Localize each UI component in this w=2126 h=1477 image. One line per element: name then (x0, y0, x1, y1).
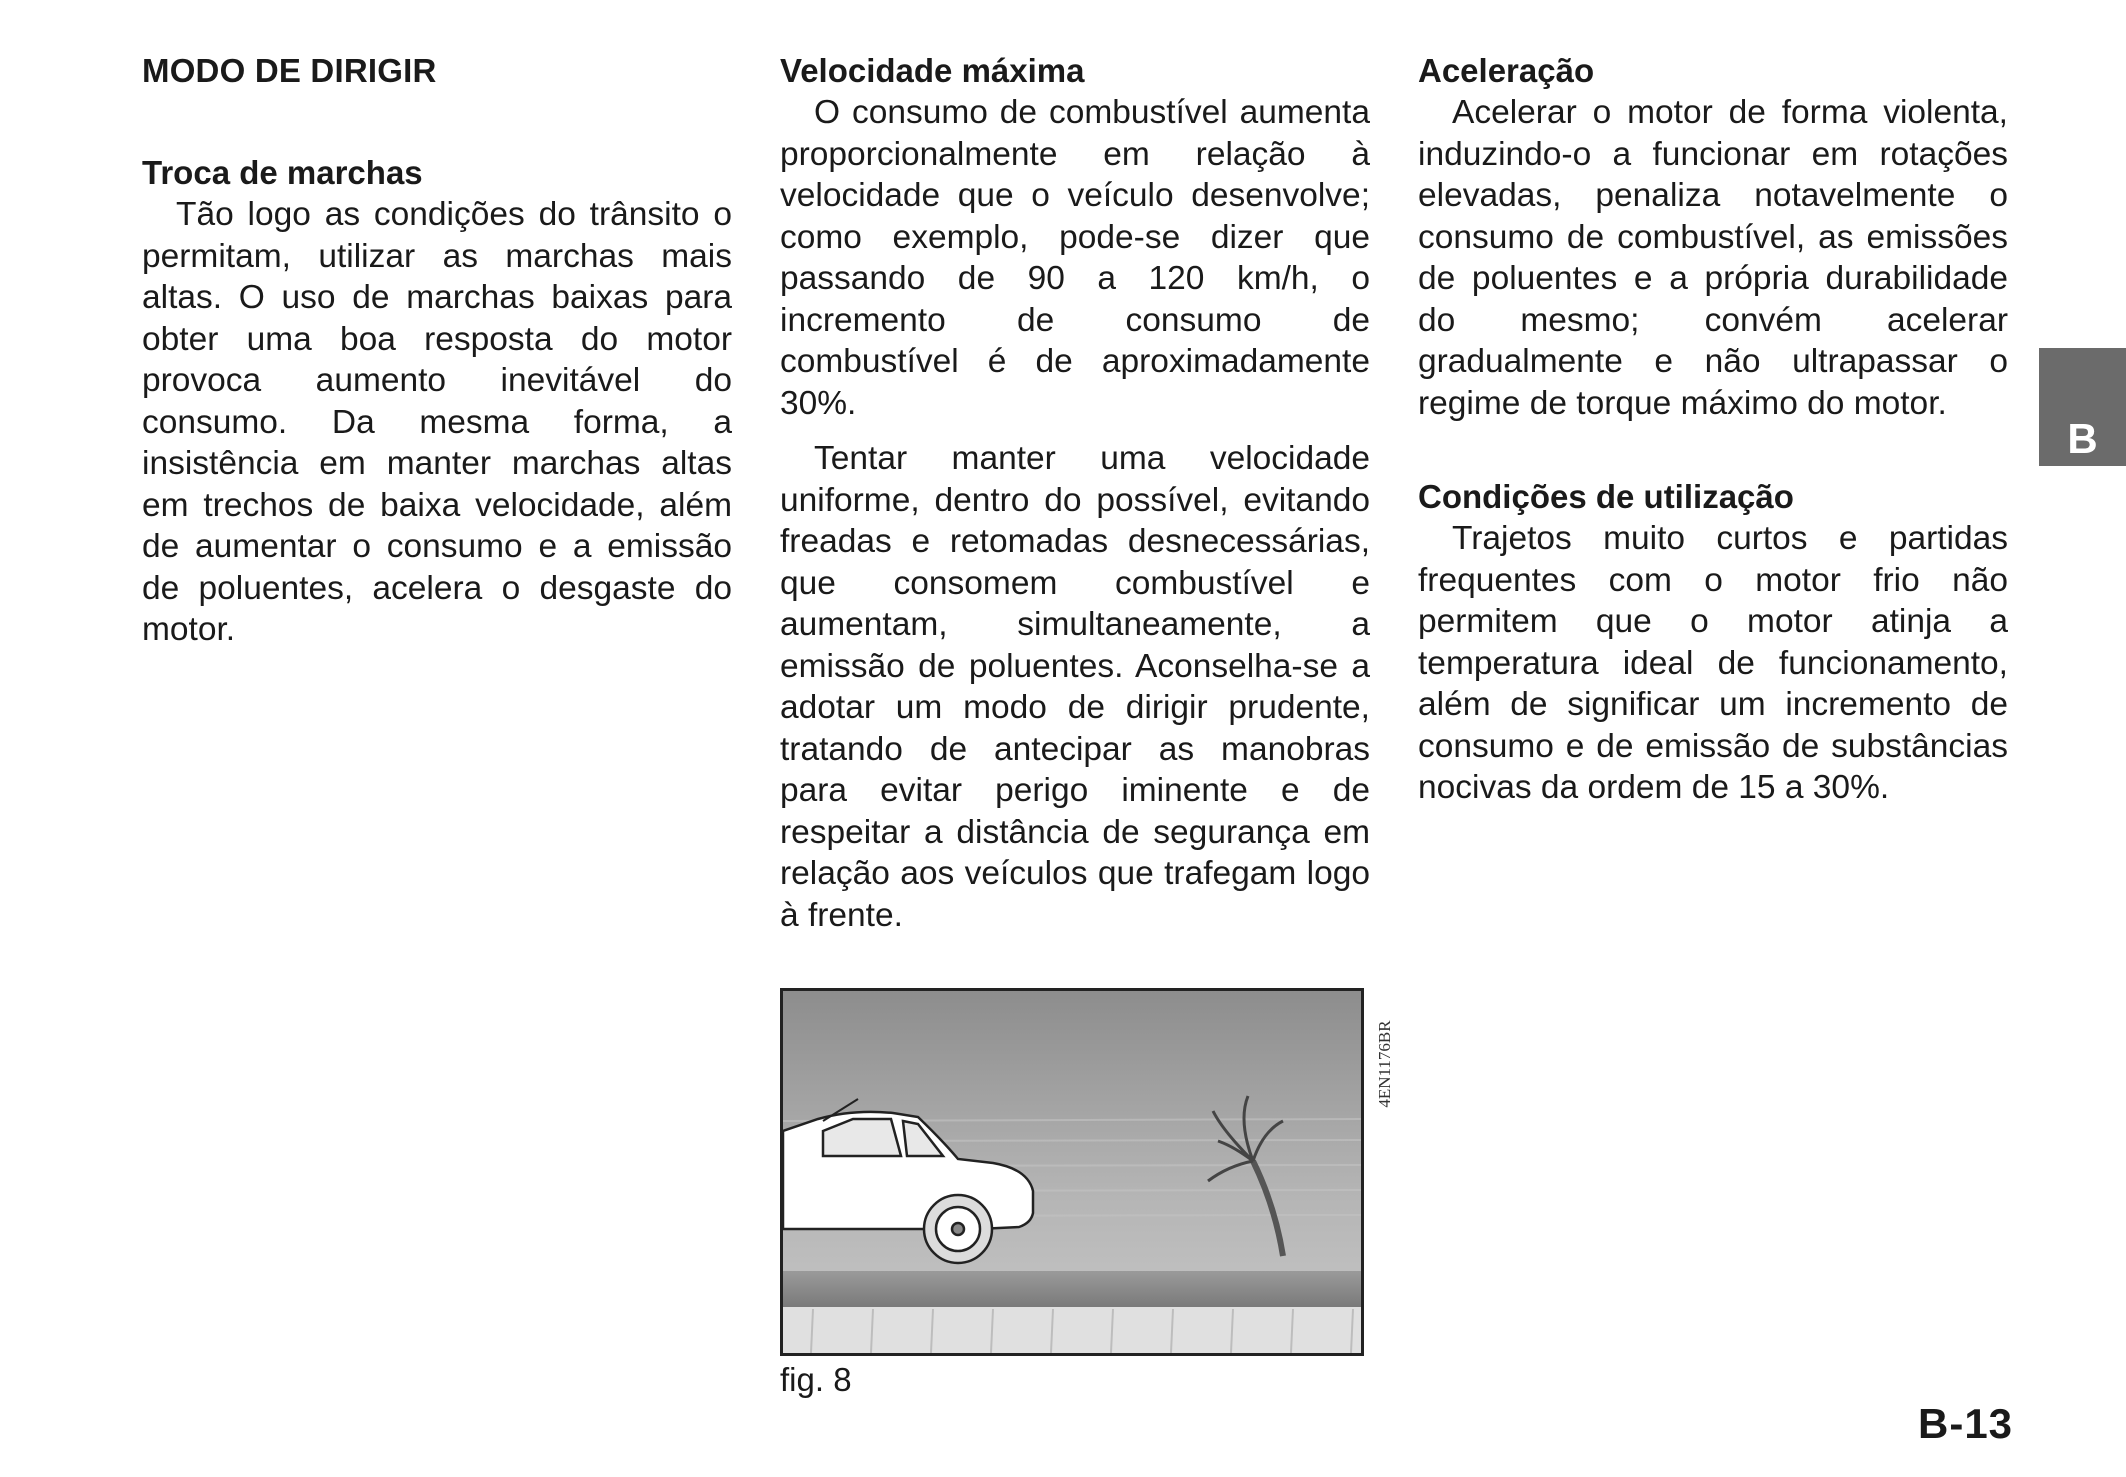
car-illustration (783, 991, 1361, 1353)
section-heading-usage-conditions: Condições de utilização (1418, 478, 1794, 515)
column-right (1418, 50, 2008, 809)
chapter-tab (2039, 348, 2126, 466)
column-left (142, 50, 732, 651)
section-heading-max-speed: Velocidade máxima (780, 52, 1085, 89)
figure-code-text: 4EN1176BR (1375, 1020, 1394, 1108)
column-middle (780, 50, 1370, 936)
chapter-tab-letter: B (2067, 415, 2098, 462)
figure-code (1372, 1000, 1394, 1130)
section-heading-acceleration: Aceleração (1418, 52, 1595, 89)
page-number: B-13 (1918, 1400, 2014, 1447)
section-heading-gear-change: Troca de marchas (142, 154, 423, 191)
figure-car-illustration (780, 988, 1364, 1356)
paragraph-max-speed-1: O consumo de combustível aumenta proporcionalmente em relação à velocidade que o veículo desenvolve; como exemplo, pode-se dizer que passando de 90 a 120 km/h, o incremento de consumo de combustível é de aproximadamente 30%. (780, 94, 1370, 422)
chapter-title: MODO DE DIRIGIR (142, 52, 437, 89)
paragraph-acceleration: Acelerar o motor de forma violenta, induzindo-o a funcionar em rotações elevadas, penaliza notavelmente o consumo de combustível, as emissões de poluentes e a própria durabilidade do mesmo; convém acelerar gradualmente e não ultrapassar o regime de torque máximo do motor. (1418, 94, 2008, 422)
paragraph-max-speed-2: Tentar manter uma velocidade uniforme, dentro do possível, evitando freadas e retomadas desnecessárias, que consomem combustível e aumentam, simultaneamente, a emissão de poluentes. Aconselha-se a adotar um modo de dirigir prudente, tratando de antecipar as manobras para evitar perigo iminente e de respeitar a distância de segurança em relação aos veículos que trafegam logo à frente. (780, 440, 1370, 934)
paragraph-usage-conditions: Trajetos muito curtos e partidas frequentes com o motor frio não permitem que o motor atinja a temperatura ideal de funcionamento, além de significar um incremento de consumo e de emissão de substâncias nocivas da ordem de 15 a 30%. (1418, 520, 2008, 806)
paragraph-gear-change: Tão logo as condições do trânsito o permitam, utilizar as marchas mais altas. O uso de marchas baixas para obter uma boa resposta do motor provoca aumento inevitável do consumo. Da mesma forma, a insistência em manter marchas altas em trechos de baixa velocidade, além de aumentar o consumo e a emissão de poluentes, acelera o desgaste do motor. (142, 196, 732, 648)
figure-caption: fig. 8 (780, 1361, 852, 1398)
